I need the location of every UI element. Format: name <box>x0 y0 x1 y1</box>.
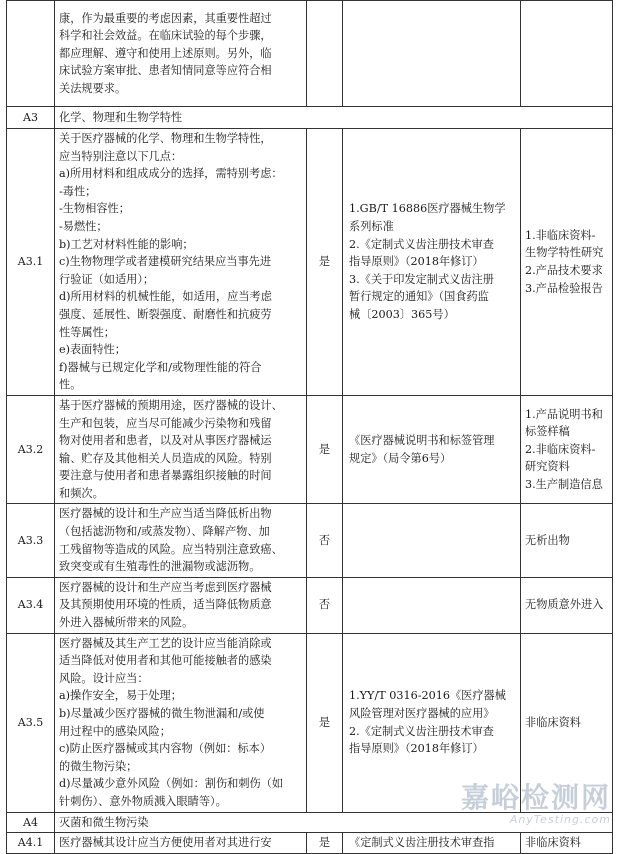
table-row <box>7 1 613 107</box>
requirement-text-line: d)尽量减少意外风险（例如：割伤和刺伤（如 <box>59 777 284 791</box>
requirement-text-line: -生物相容性； <box>59 202 130 216</box>
evidence-docs-line: 无物质意外进入 <box>525 598 604 612</box>
requirement-text-line: 医疗器械及其生产工艺的设计应当能消除或 <box>59 636 272 650</box>
evidence-docs-line: 2.产品技术要求 <box>525 263 603 277</box>
applicable-flag <box>307 1 343 107</box>
requirement-text-line: 关于医疗器械的化学、物理和生物学特性， <box>59 132 272 145</box>
requirement-text-line: 医疗器械的设计和生产应当适当降低析出物 <box>59 507 272 521</box>
evidence-docs-line: 1.产品说明书和 <box>525 407 603 421</box>
applicable-flag: 是 <box>307 129 343 396</box>
requirement-text-line: 都应理解、遵守和使用上述原则。另外，临 <box>59 46 272 60</box>
requirement-text-line: e)表面特性； <box>59 343 126 357</box>
requirement-text-line: 性。 <box>59 378 82 392</box>
evidence-docs <box>521 833 613 854</box>
clause-id: A4.1 <box>7 833 55 854</box>
evidence-docs-line: 3.生产制造信息 <box>525 478 603 492</box>
requirement-text-line: 的微生物污染； <box>59 759 138 773</box>
clause-id: A3 <box>7 107 55 129</box>
requirement-text-line: c)防止医疗器械或其内容物（例如：标本） <box>59 742 272 756</box>
standards-text-line: 指导原则》（2018年修订） <box>349 255 484 269</box>
section-title: 化学、物理和生物学特性 <box>55 107 613 129</box>
requirement-text-line: 风险。设计应当： <box>59 671 149 685</box>
standards-text-line: 1.GB/T 16886医疗器械生物学 <box>349 202 506 216</box>
evidence-docs <box>521 577 613 633</box>
table-row <box>7 107 613 129</box>
applicable-flag: 否 <box>307 504 343 577</box>
requirement-text-line: 适当降低对使用者和其他可能接触者的感染 <box>59 654 272 668</box>
requirement-text-line: b)工艺对材料性能的影响； <box>59 237 194 251</box>
evidence-docs-line: 生物学特性研究 <box>525 246 604 260</box>
standards-text-line: 2.《定制式义齿注册技术审查 <box>349 724 494 738</box>
requirement-text <box>55 129 307 396</box>
requirement-text-line: d)所用材料的机械性能，如适用，应当考虑 <box>59 290 272 304</box>
table-row <box>7 129 613 396</box>
requirement-text-line: 和频次。 <box>59 486 104 500</box>
evidence-docs <box>521 395 613 504</box>
requirement-text <box>55 833 307 854</box>
standards-text-line: 2.《定制式义齿注册技术审查 <box>349 237 494 251</box>
requirement-text-line: 致突变或有生殖毒性的泄漏物或滤沥物。 <box>59 560 261 574</box>
applicable-flag: 是 <box>307 833 343 854</box>
requirement-text <box>55 1 307 107</box>
requirement-text-line: 要注意与使用者和患者暴露组织接触的时间 <box>59 469 272 483</box>
evidence-docs-line: 2.非临床资料- <box>525 442 596 456</box>
requirement-text-line: 医疗器械其设计应当方便使用者对其进行安 <box>59 836 272 850</box>
requirement-text <box>55 577 307 633</box>
evidence-docs-line: 非临床资料 <box>525 836 581 850</box>
standards-text-line: 《定制式义齿注册技术审查指 <box>349 836 495 850</box>
evidence-docs <box>521 129 613 396</box>
applicable-flag: 是 <box>307 633 343 812</box>
requirement-text-line: 基于医疗器械的预期用途，医疗器械的设计、 <box>59 398 283 412</box>
requirements-table <box>6 0 613 854</box>
standards-text-line: 风险管理对医疗器械的应用》 <box>349 707 495 720</box>
clause-id: A3.1 <box>7 129 55 396</box>
evidence-docs <box>521 1 613 107</box>
table-row <box>7 633 613 812</box>
standards-text <box>343 577 521 633</box>
standards-text <box>343 833 521 854</box>
applicable-flag: 否 <box>307 577 343 633</box>
requirement-text-line: 床试验方案审批、患者知情同意等应符合相 <box>59 64 272 78</box>
requirement-text-line: 针刺伤）、意外物质溅入眼睛等）。 <box>59 794 227 808</box>
evidence-docs-line: 研究资料 <box>525 460 570 474</box>
evidence-docs-line: 非临床资料 <box>525 715 581 729</box>
requirement-text-line: 行验证（如适用）； <box>59 272 155 286</box>
requirement-text-line: a)操作安全，易于处理； <box>59 689 182 703</box>
clause-id: A3.2 <box>7 395 55 504</box>
watermark-cn: 嘉峪检测网 <box>460 781 611 814</box>
requirement-text-line: 康，作为最重要的考虑因素，其重要性超过 <box>59 11 272 25</box>
standards-text <box>343 129 521 396</box>
table-row <box>7 395 613 504</box>
watermark-en: AnyTesting.com <box>509 813 611 826</box>
standards-text-line: 规定》（局令第6号） <box>349 451 452 465</box>
requirement-text-line: 外进入器械所带来的风险。 <box>59 616 194 630</box>
applicable-flag: 是 <box>307 395 343 504</box>
clause-id: A3.4 <box>7 577 55 633</box>
evidence-docs-line: 1.非临床资料- <box>525 228 596 242</box>
standards-text-line: 《医疗器械说明书和标签管理 <box>349 434 495 448</box>
requirement-text <box>55 633 307 812</box>
clause-id: A3.3 <box>7 504 55 577</box>
table-row <box>7 504 613 577</box>
requirement-text-line: 生产和包装，应当尽可能减少污染物和残留 <box>59 416 272 430</box>
requirement-text-line: 应当特别注意以下几点： <box>59 149 183 163</box>
evidence-docs <box>521 504 613 577</box>
requirement-text <box>55 504 307 577</box>
requirement-text-line: 及其预期使用环境的性质，适当降低物质意 <box>59 598 272 612</box>
standards-text-line: 指导原则》（2018年修订） <box>349 742 484 756</box>
table-row <box>7 577 613 633</box>
requirement-text-line: c)生物物理学或者建模研究结果应当事先进 <box>59 255 272 269</box>
standards-text <box>343 1 521 107</box>
requirement-text-line: 性等属性； <box>59 325 115 339</box>
standards-text-line: 3.《关于印发定制式义齿注册 <box>349 272 494 286</box>
requirement-text <box>55 395 307 504</box>
clause-id: A4 <box>7 812 55 833</box>
requirement-text-line: （包括滤沥物和/或蒸发物）、降解产物、加 <box>59 525 270 539</box>
requirement-text-line: 科学和社会效益。在临床试验的每个步骤， <box>59 29 272 43</box>
requirement-text-line: 输、贮存及其他相关人员造成的风险。特别 <box>59 451 272 465</box>
evidence-docs-line: 3.产品检验报告 <box>525 281 603 295</box>
standards-text <box>343 633 521 812</box>
requirement-text-line: a)所用材料和组成成分的选择，需特别考虑： <box>59 167 283 181</box>
evidence-docs-line: 标签样稿 <box>525 425 570 439</box>
standards-text-line: 1.YY/T 0316-2016《医疗器械 <box>349 689 506 703</box>
requirement-text-line: 物对使用者和患者，以及对从事医疗器械运 <box>59 434 272 448</box>
requirement-text-line: -毒性； <box>59 184 97 198</box>
clause-id <box>7 1 55 107</box>
standards-text-line: 械〔2003〕365号） <box>349 307 455 321</box>
requirement-text-line: 医疗器械的设计和生产应当考虑到医疗器械 <box>59 580 272 594</box>
requirement-text-line: 工残留物等造成的风险。应当特别注意致癌、 <box>59 542 283 556</box>
standards-text <box>343 504 521 577</box>
requirement-text-line: -易燃性； <box>59 219 108 233</box>
requirement-text-line: 关法规要求。 <box>59 81 127 95</box>
evidence-docs-line: 无析出物 <box>525 533 570 547</box>
standards-text-line: 暂行规定的通知》（国食药监 <box>349 290 489 304</box>
requirement-text-line: 用过程中的感染风险； <box>59 724 171 738</box>
table-row <box>7 833 613 854</box>
standards-text <box>343 395 521 504</box>
requirement-text-line: 强度、延展性、断裂强度、耐磨性和抗疲劳 <box>59 307 272 321</box>
standards-text-line: 系列标准 <box>349 219 394 233</box>
section-title: 灭菌和微生物污染 <box>55 812 613 833</box>
requirement-text-line: f)器械与已规定化学和/或物理性能的符合 <box>59 360 262 374</box>
evidence-docs <box>521 633 613 812</box>
clause-id: A3.5 <box>7 633 55 812</box>
requirement-text-line: b)尽量减少医疗器械的微生物泄漏和/或使 <box>59 707 265 720</box>
